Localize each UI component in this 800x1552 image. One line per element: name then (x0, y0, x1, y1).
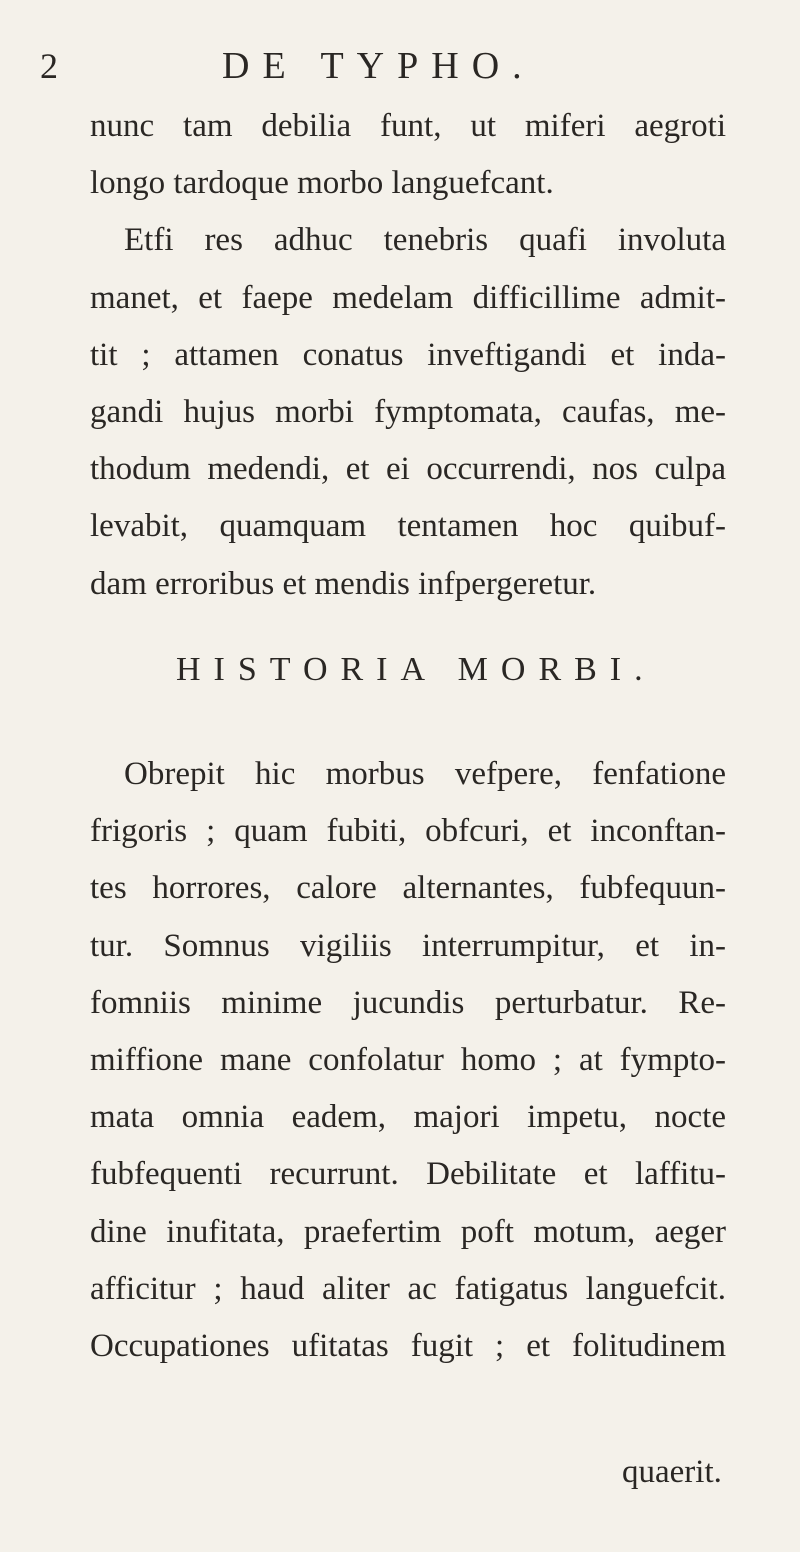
text-line: manet, et faepe medelam difficillime admit- (90, 279, 726, 316)
text-line: frigoris ; quam fubiti, obfcuri, et inconftan- (90, 813, 726, 850)
text-line: longo tardoque morbo languefcant. (90, 165, 554, 202)
text-line: miffione mane confolatur homo ; at fympto- (90, 1041, 726, 1078)
text-line: fomniis minime jucundis perturbatur. Re- (90, 984, 726, 1021)
text-line: tur. Somnus vigiliis interrumpitur, et in- (90, 927, 726, 964)
text-line: levabit, quamquam tentamen hoc quibuf- (90, 508, 726, 545)
text-line: Obrepit hic morbus vefpere, fenfatione (124, 756, 726, 792)
paragraph-2 (90, 746, 726, 1375)
paragraph-1 (90, 98, 726, 613)
running-title: DE TYPHO. (222, 45, 535, 87)
text-line: dine inufitata, praefertim poft motum, aeger (90, 1213, 726, 1250)
text-line: nunc tam debilia funt, ut miferi aegroti (90, 108, 726, 144)
section-heading: HISTORIA MORBI. (176, 651, 656, 688)
text-line: gandi hujus morbi fymptomata, caufas, me- (90, 393, 726, 430)
text-line: dam erroribus et mendis infpergeretur. (90, 565, 597, 602)
text-line: tes horrores, calore alternantes, fubfequun- (90, 870, 726, 907)
text-line: Occupationes ufitatas fugit ; et folitudinem (90, 1327, 726, 1364)
text-line: Etfi res adhuc tenebris quafi involuta (124, 222, 726, 259)
text-line: afficitur ; haud aliter ac fatigatus languefcit. (90, 1270, 726, 1307)
page-number: 2 (40, 46, 58, 86)
text-line: thodum medendi, et ei occurrendi, nos culpa (90, 451, 726, 488)
text-line: fubfequenti recurrunt. Debilitate et laffitu- (90, 1156, 726, 1193)
text-line: tit ; attamen conatus inveftigandi et inda- (90, 336, 726, 373)
page-header (40, 46, 760, 86)
text-line: mata omnia eadem, majori impetu, nocte (90, 1099, 726, 1136)
catchword: quaerit. (622, 1454, 722, 1490)
